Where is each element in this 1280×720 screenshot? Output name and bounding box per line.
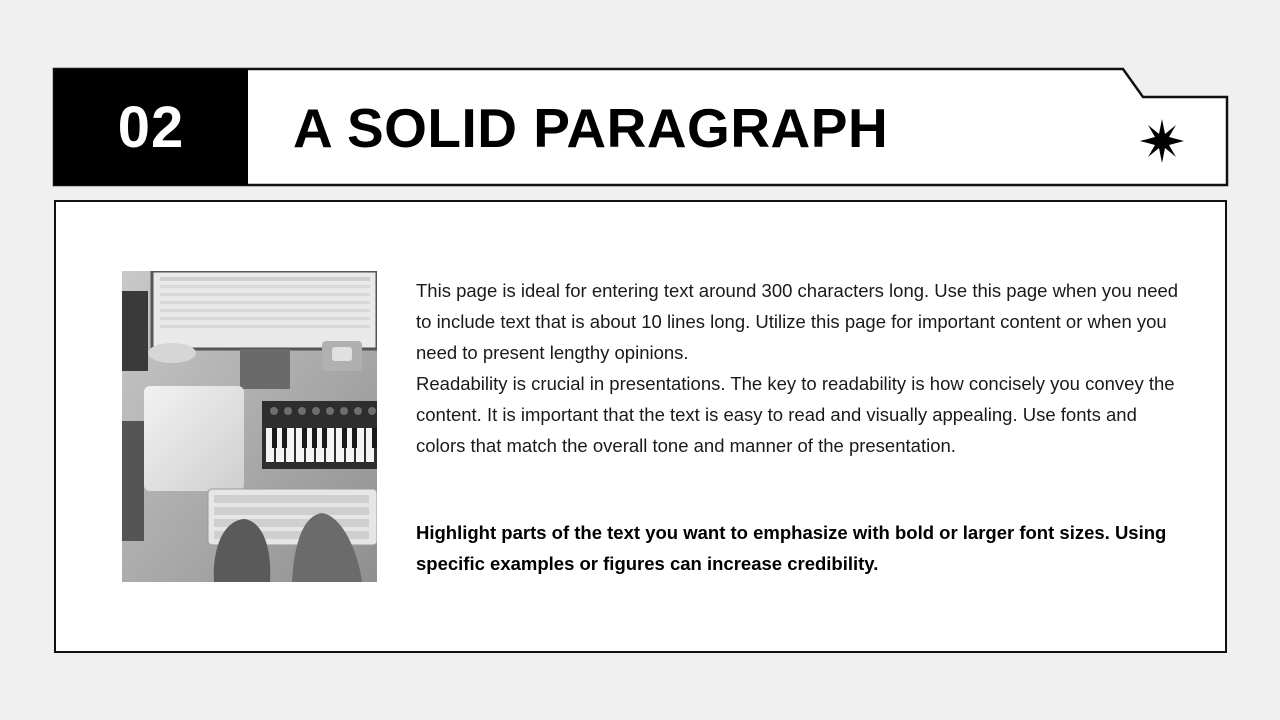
paragraph: This page is ideal for entering text around 300 characters long. Use this page when you need to include text that is about 10 lines long. Utilize this page for important content or when you need to present lengthy opinions.	[416, 280, 1179, 363]
page-title: A SOLID PARAGRAPH	[293, 97, 889, 159]
body-text	[416, 275, 1186, 461]
workstation-photo	[122, 271, 377, 582]
emphasis-text: Highlight parts of the text you want to emphasize with bold or larger font sizes. Using specific examples or figures can increase credibility.	[416, 522, 1167, 574]
paragraph: Readability is crucial in presentations. The key to readability is how concisely you convey the content. It is important that the text is easy to read and visually appealing. Use fonts and colors that match the overall tone and manner of the presentation.	[416, 373, 1175, 456]
section-number: 02	[117, 94, 185, 160]
section-number-box	[54, 69, 248, 185]
starburst-icon	[1140, 119, 1184, 163]
